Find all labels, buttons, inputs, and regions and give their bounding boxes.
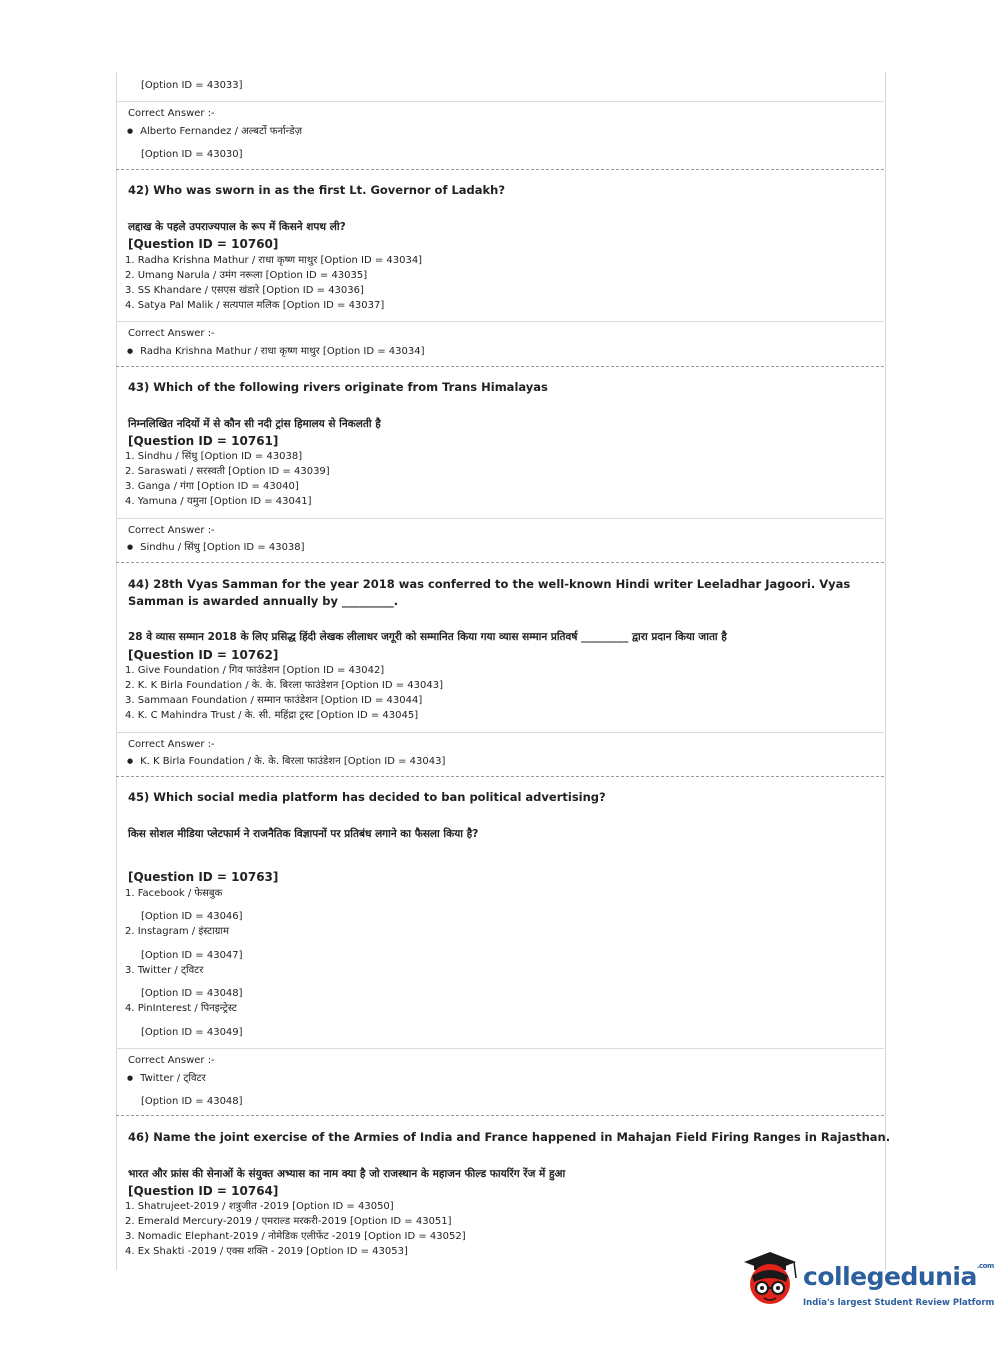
option-3: 3. Nomadic Elephant-2019 / नोमेडिक एलीफेंट -2019 [Option ID = 43052] (125, 1231, 466, 1242)
question-43-english: 43) Which of the following rivers originate from Trans Himalayas (128, 380, 548, 394)
option-4-id: [Option ID = 43049] (141, 1027, 243, 1038)
divider (116, 101, 884, 102)
option-1: 1. Facebook / फेसबुक (125, 888, 223, 899)
correct-option-id: [Option ID = 43048] (141, 1096, 243, 1107)
option-2-id: [Option ID = 43047] (141, 950, 243, 961)
question-46-hindi: भारत और फ्रांस की सेनाओं के संयुक्त अभ्यास का नाम क्या है जो राजस्थान के महाजन फील्ड फायरिंग रेंज में हुआ (128, 1168, 566, 1180)
brand-logo-text: collegedunia$^{.com}$ (803, 1262, 994, 1291)
option-3: 3. Twitter / ट्विटर (125, 965, 204, 976)
option-4: 4. Yamuna / यमुना [Option ID = 43041] (125, 496, 312, 507)
question-separator (116, 776, 884, 777)
question-45-english: 45) Which social media platform has decided to ban political advertising? (128, 790, 606, 804)
correct-answer-label: Correct Answer :- (128, 108, 215, 119)
correct-answer-label: Correct Answer :- (128, 525, 215, 536)
question-separator (116, 1115, 884, 1116)
question-46-id: [Question ID = 10764] (128, 1184, 279, 1198)
correct-answer-label: Correct Answer :- (128, 1055, 215, 1066)
correct-option-id: [Option ID = 43030] (141, 149, 243, 160)
option-id: [Option ID = 43033] (141, 80, 243, 91)
correct-answer: ● Sindhu / सिंधु [Option ID = 43038] (127, 542, 305, 554)
option-1: 1. Sindhu / सिंधु [Option ID = 43038] (125, 451, 303, 462)
option-1-id: [Option ID = 43046] (141, 911, 243, 922)
option-4: 4. Satya Pal Malik / सत्यपाल मलिक [Option ID = 43037] (125, 300, 385, 311)
correct-answer: ● Alberto Fernandez / अल्बर्टो फर्नान्डेज़ (127, 126, 302, 138)
question-42-english: 42) Who was sworn in as the first Lt. Governor of Ladakh? (128, 183, 506, 197)
divider (116, 732, 884, 733)
option-2: 2. Instagram / इंस्टाग्राम (125, 926, 229, 937)
option-2: 2. Saraswati / सरस्वती [Option ID = 43039] (125, 466, 330, 477)
question-44-hindi: 28 वे व्यास सम्मान 2018 के लिए प्रसिद्ध हिंदी लेखक लीलाधर जगूरी को सम्मानित किया गया व्यास सम्मान प्रतिवर्ष _________ द्वारा प्रदान किया जाता है (128, 631, 727, 643)
question-separator (116, 366, 884, 367)
option-1: 1. Give Foundation / गिव फाउंडेशन [Option ID = 43042] (125, 665, 385, 676)
question-42-hindi: लद्दाख के पहले उपराज्यपाल के रूप में किसने शपथ ली? (128, 221, 346, 233)
option-2: 2. Emerald Mercury-2019 / एमराल्ड मरकरी-2019 [Option ID = 43051] (125, 1216, 452, 1227)
question-43-hindi: निम्नलिखित नदियों में से कौन सी नदी ट्रांस हिमालय से निकलती है (128, 418, 381, 430)
question-separator (116, 169, 884, 170)
question-44-english: 44) 28th Vyas Samman for the year 2018 was conferred to the well-known Hindi writer Leeladhar Jagoori. Vyas Samman is awarded annually by _________. (128, 577, 851, 608)
option-1: 1. Shatrujeet-2019 / शत्रुजीत -2019 [Option ID = 43050] (125, 1201, 394, 1212)
question-45-hindi: किस सोशल मीडिया प्लेटफार्म ने राजनैतिक विज्ञापनों पर प्रतिबंध लगाने का फैसला किया है? (128, 828, 479, 840)
correct-answer-label: Correct Answer :- (128, 739, 215, 750)
option-3: 3. Ganga / गंगा [Option ID = 43040] (125, 481, 299, 492)
brand-tagline: India's largest Student Review Platform (803, 1298, 995, 1308)
option-2: 2. Umang Narula / उमंग नरूला [Option ID = 43035] (125, 270, 368, 281)
correct-answer: ● Radha Krishna Mathur / राधा कृष्ण माथुर [Option ID = 43034] (127, 346, 424, 358)
divider (116, 321, 884, 322)
option-4: 4. Ex Shakti -2019 / एक्स शक्ति - 2019 [Option ID = 43053] (125, 1246, 408, 1257)
question-separator (116, 562, 884, 563)
correct-answer-label: Correct Answer :- (128, 328, 215, 339)
option-3: 3. Sammaan Foundation / सम्मान फाउंडेशन [Option ID = 43044] (125, 695, 423, 706)
divider (116, 518, 884, 519)
correct-answer: ● Twitter / ट्विटर (127, 1073, 206, 1085)
option-3-id: [Option ID = 43048] (141, 988, 243, 999)
question-44-id: [Question ID = 10762] (128, 648, 279, 662)
question-46-english: 46) Name the joint exercise of the Armies of India and France happened in Mahajan Field Firing Ranges in Rajasthan. (128, 1130, 891, 1144)
question-42-id: [Question ID = 10760] (128, 237, 279, 251)
option-2: 2. K. K Birla Foundation / के. के. बिरला फाउंडेशन [Option ID = 43043] (125, 680, 443, 691)
option-1: 1. Radha Krishna Mathur / राधा कृष्ण माथुर [Option ID = 43034] (125, 255, 423, 266)
question-45-id: [Question ID = 10763] (128, 870, 279, 884)
option-3: 3. SS Khandare / एसएस खंडारे [Option ID = 43036] (125, 285, 364, 296)
option-4: 4. PinInterest / पिनइन्ट्रेस्ट (125, 1003, 237, 1014)
divider (116, 1048, 884, 1049)
option-4: 4. K. C Mahindra Trust / के. सी. महिंद्रा ट्रस्ट [Option ID = 43045] (125, 710, 419, 721)
question-43-id: [Question ID = 10761] (128, 434, 279, 448)
correct-answer: ● K. K Birla Foundation / के. के. बिरला फाउंडेशन [Option ID = 43043] (127, 756, 445, 768)
